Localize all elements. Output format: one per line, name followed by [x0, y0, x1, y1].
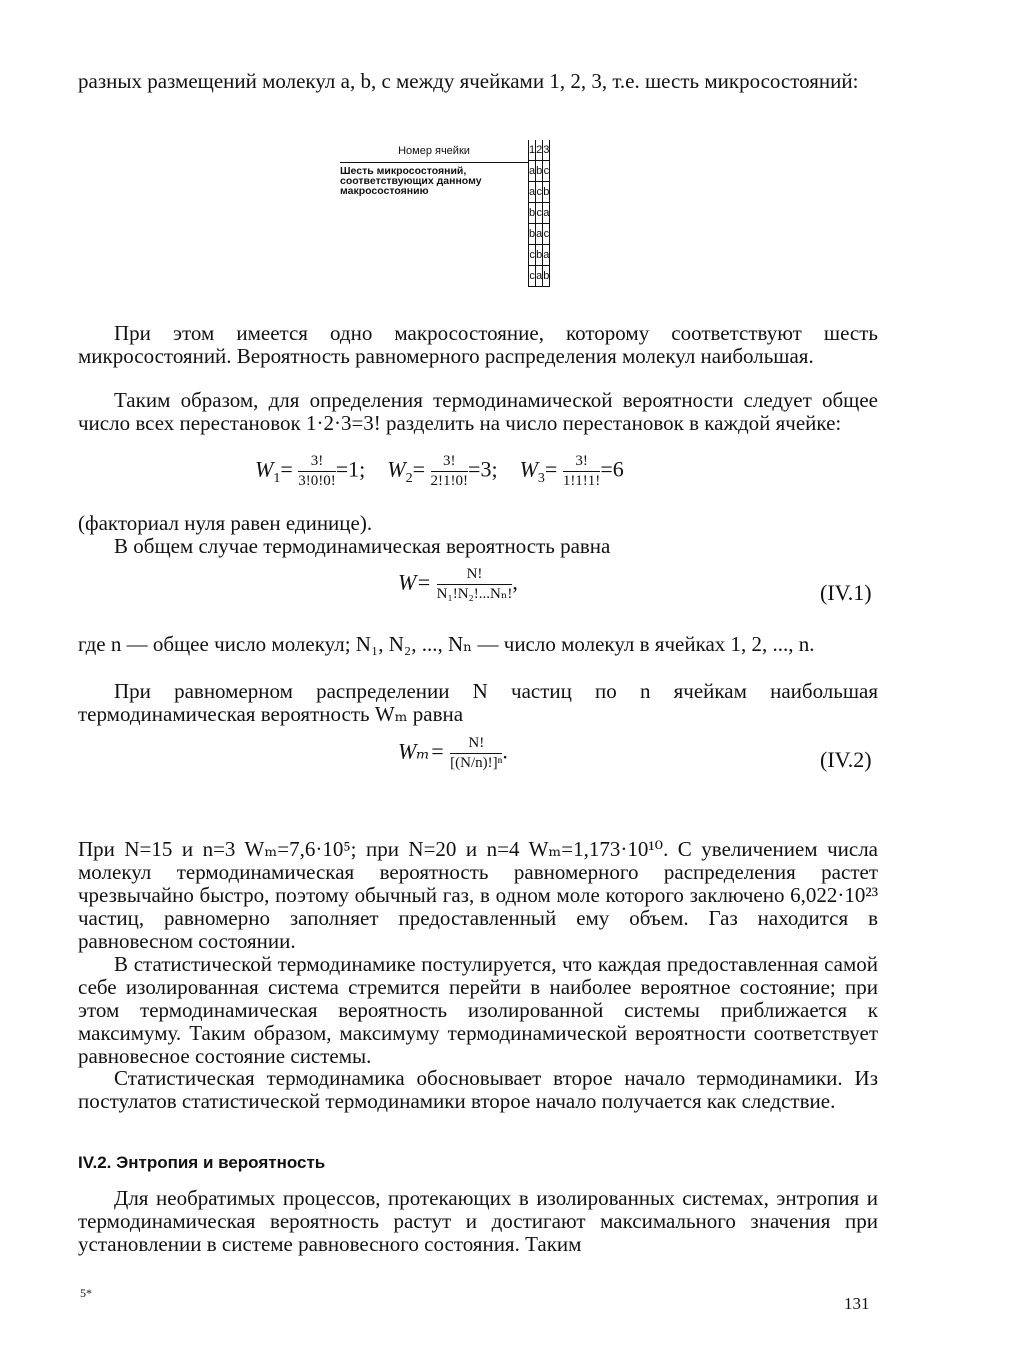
table-cell: c [529, 245, 536, 266]
eq2-punct: . [502, 738, 508, 764]
table-cell: a [543, 203, 550, 224]
w3-result: =6 [600, 456, 624, 482]
column-header: 3 [543, 140, 550, 161]
table-row [529, 224, 550, 245]
eq1-fraction [437, 566, 513, 603]
page-number: 131 [844, 1294, 870, 1313]
formula-w-values: $W_1=$ $\frac{3!}{3!0!0!}$ =1; $W_2=$ $\frac{3!}{2!1!0!}$ =3; $W_3=$ $\frac{3!}{1!1!1!}$ =6 [255, 453, 624, 489]
table-cell: b [529, 203, 536, 224]
w2-fraction [431, 453, 469, 490]
table-cell: a [536, 224, 543, 245]
paragraph-second-law: Статистическая термодинамика обосновывает второе начало термодинамики. Из постулатов статистической термодинамики второе начало получается как следствие. [78, 1066, 878, 1113]
column-header: 2 [536, 140, 543, 161]
eq1-punct: , [512, 569, 518, 595]
table-cell: b [543, 182, 550, 203]
table-cell: c [536, 182, 543, 203]
paragraph-permutations: Таким образом, для определения термодинамической вероятности следует общее число всех перестановок 1·2·3=3! разделить на число перестановок в каждой ячейке: [78, 388, 878, 435]
paragraph-factorial-note: (факториал нуля равен единице). [78, 511, 373, 535]
w3-numerator: 3! [575, 453, 588, 469]
w3-denominator: 1!1!1! [562, 473, 601, 489]
w3-symbol: W [519, 456, 538, 482]
table-cell: b [536, 161, 543, 182]
paragraph-macrostate: При этом имеется одно макросостояние, которому соответствуют шесть микросостояний. Вероятность равномерного распределения молекул наибольшая. [78, 321, 878, 368]
paragraph-general-case: В общем случае термодинамическая вероятность равна [114, 534, 611, 558]
table-cell: b [536, 245, 543, 266]
section-heading: IV.2. Энтропия и вероятность [78, 1153, 326, 1172]
w2-symbol: W [387, 456, 406, 482]
w1-symbol: W [255, 456, 274, 482]
paragraph-where: где n — общее число молекул; N₁, N₂, ..., Nₙ — число молекул в ячейках 1, 2, ..., n. [78, 632, 815, 656]
eq2-lhs: Wₘ= [398, 738, 445, 764]
w1-fraction [298, 453, 336, 490]
table-row [529, 182, 550, 203]
eq2-fraction [450, 735, 502, 772]
paragraph-numeric-example: При N=15 и n=3 Wₘ=7,6·10⁵; при N=20 и n=4 Wₘ=1,173·10¹⁰. С увеличением числа молекул термодинамическая вероятность равномерного распределения растет чрезвычайно быстро, поэтому обычный газ, в одном моле которого заключено 6,022·10²³ частиц, равномерно заполняет предоставленный ему объем. Газ находится в равновесном состоянии. [78, 837, 878, 953]
intro-paragraph: разных размещений молекул a, b, c между ячейками 1, 2, 3, т.е. шесть микросостояний: [78, 69, 859, 93]
eq1-denominator: N₁!N₂!...Nₙ! [436, 586, 513, 602]
table-header-label: Номер ячейки [340, 140, 528, 163]
w2-denominator: 2!1!0! [430, 473, 469, 489]
equation-iv2 [398, 735, 508, 772]
w3-subscript: 3 [537, 470, 545, 486]
signature-mark: 5* [80, 1286, 92, 1300]
table-side-label: Шесть микросостояний, соответствующих данному макросостоянию [340, 165, 482, 197]
table-cell: b [529, 224, 536, 245]
eq2-denominator: [(N/n)!]ⁿ [450, 755, 503, 771]
table-cell: c [543, 161, 550, 182]
table-cell: c [529, 266, 536, 287]
table-cell: a [543, 245, 550, 266]
paragraph-entropy: Для необратимых процессов, протекающих в изолированных системах, энтропия и термодинамическая вероятность растут и достигают максимального значения при установлении в системе равновесного состояния. Таким [78, 1186, 878, 1256]
table-cell: c [536, 203, 543, 224]
table-cell: a [529, 182, 536, 203]
paragraph-uniform: При равномерном распределении N частиц по n ячейкам наибольшая термодинамическая вероятность Wₘ равна [78, 679, 878, 726]
equation-number-iv2: (IV.2) [820, 747, 872, 772]
w2-subscript: 2 [405, 470, 413, 486]
paragraph-postulate: В статистической термодинамике постулируется, что каждая предоставленная самой себе изолированная система стремится перейти в наиболее вероятное состояние; при этом термодинамическая вероятность изолированной системы приближается к максимуму. Таким образом, максимуму термодинамической вероятности соответствует равновесное состояние системы. [78, 952, 878, 1068]
table-grid [528, 140, 550, 287]
table-row [529, 161, 550, 182]
table-cell: c [543, 224, 550, 245]
table-row [529, 266, 550, 287]
w1-subscript: 1 [273, 470, 281, 486]
w2-result: =3; [468, 456, 498, 482]
w1-numerator: 3! [310, 453, 324, 469]
eq1-lhs: W= [398, 569, 432, 595]
column-header: 1 [529, 140, 536, 161]
table-cell: a [536, 266, 543, 287]
w3-fraction [563, 453, 601, 490]
w2-numerator: 3! [443, 453, 456, 469]
table-cell: a [529, 161, 536, 182]
equation-iv1 [398, 566, 518, 603]
table-row [529, 203, 550, 224]
table-cell: b [543, 266, 550, 287]
eq1-numerator: N! [466, 566, 483, 582]
w1-result: =1; [335, 456, 366, 482]
table-row [529, 245, 550, 266]
table-header-row [529, 140, 550, 161]
w1-denominator: 3!0!0! [298, 473, 336, 489]
eq2-numerator: N! [468, 735, 485, 751]
equation-number-iv1: (IV.1) [820, 580, 872, 605]
